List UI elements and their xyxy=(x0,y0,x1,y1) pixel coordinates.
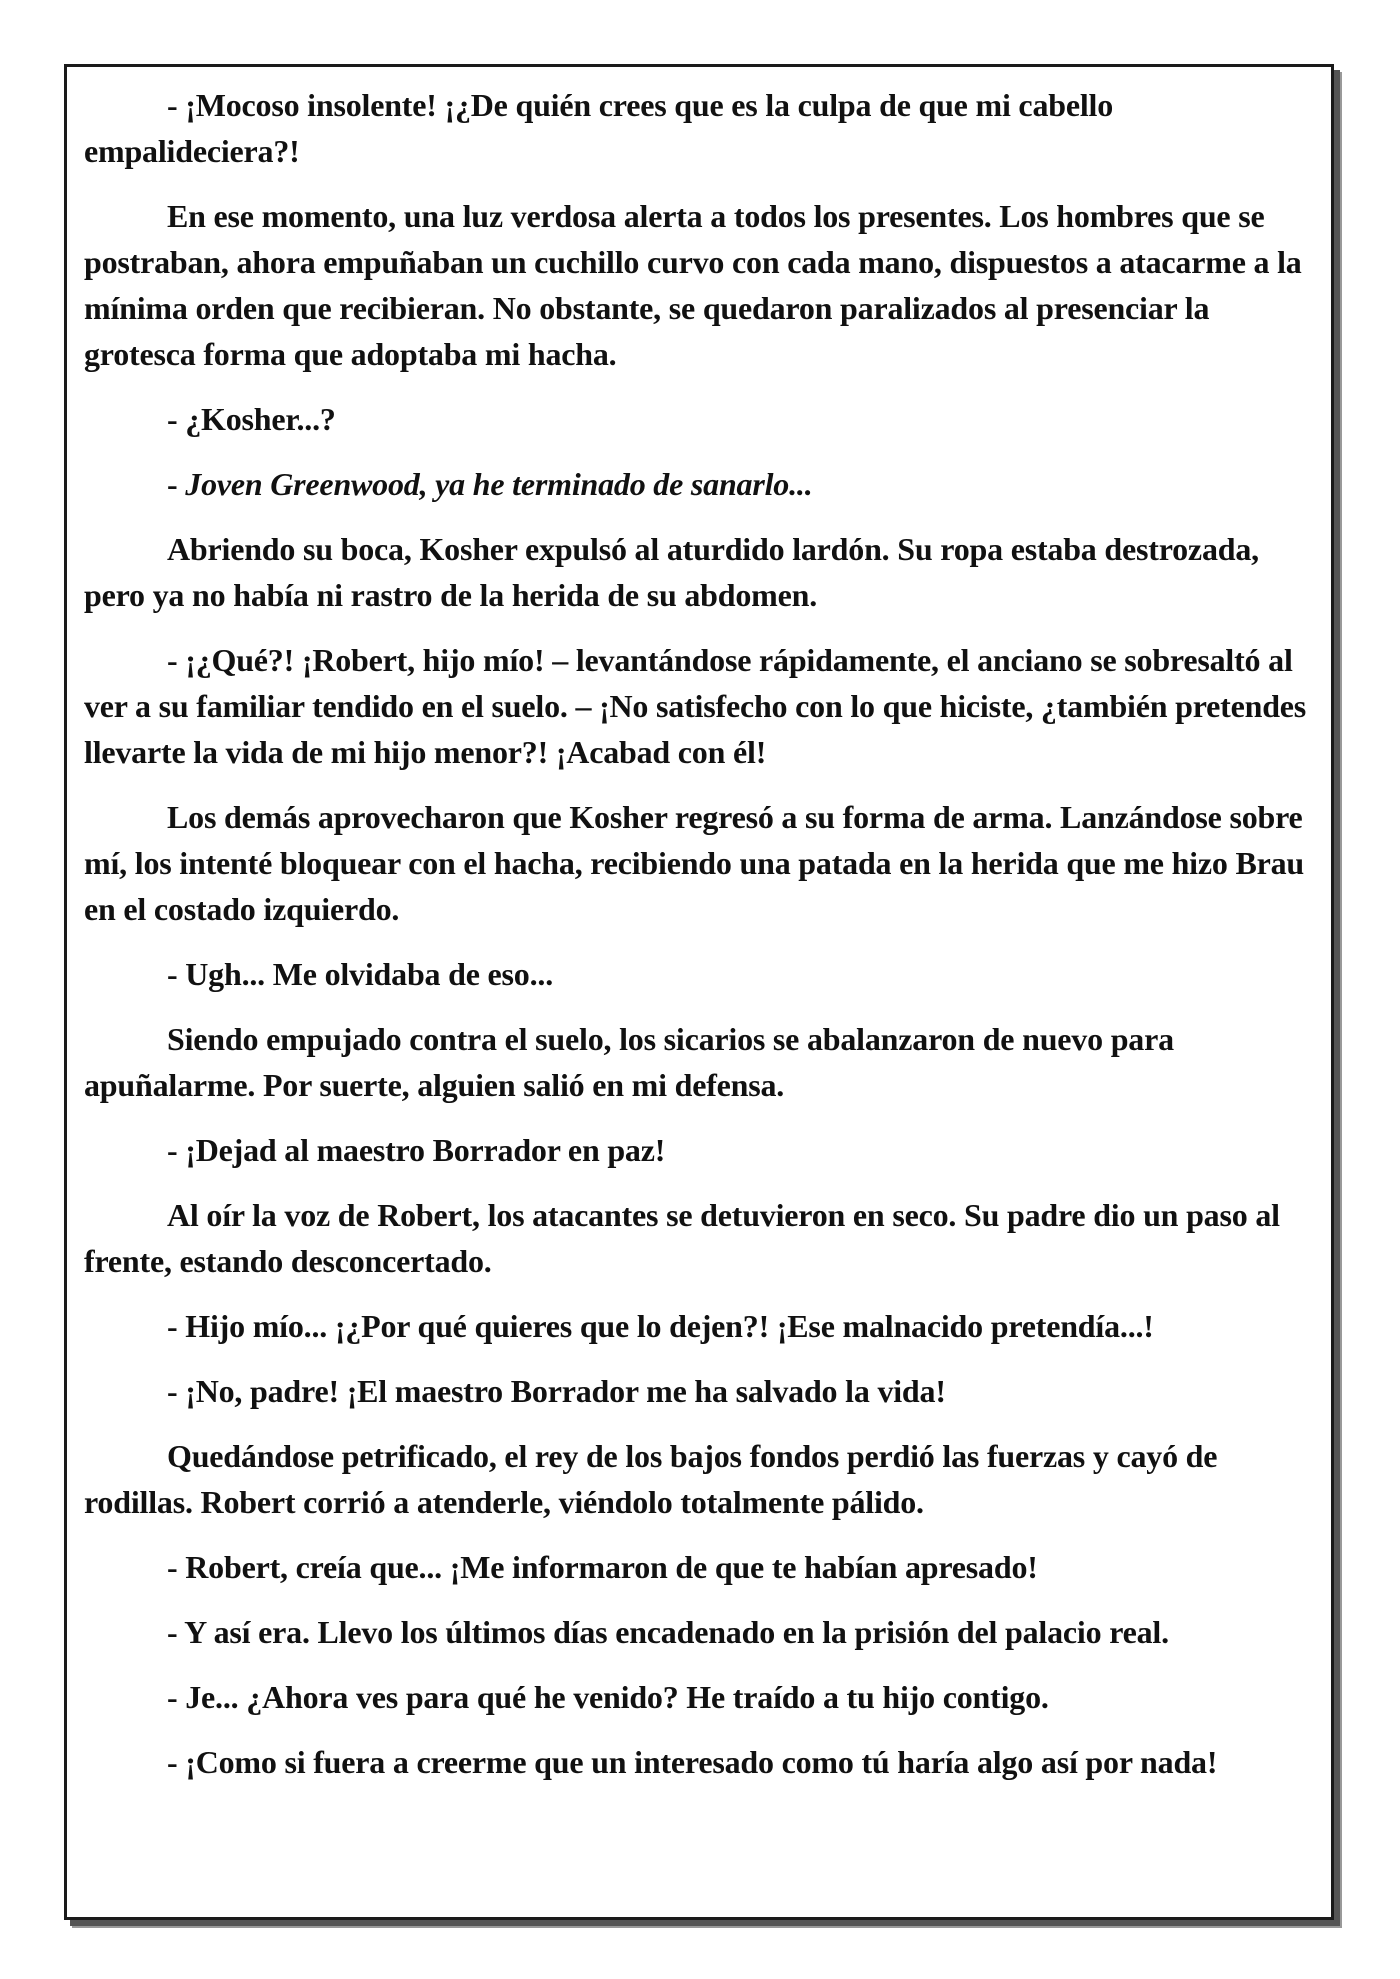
paragraph: Abriendo su boca, Kosher expulsó al aturdido lardón. Su ropa estaba destrozada, pero ya no había ni rastro de la herida de su abdomen. xyxy=(84,531,1259,613)
paragraph: Los demás aprovecharon que Kosher regresó a su forma de arma. Lanzándose sobre mí, los intenté bloquear con el hacha, recibiendo una patada en la herida que me hizo Brau en el costado izquierdo. xyxy=(84,799,1305,927)
dialogue-line-italic xyxy=(84,461,1314,507)
dialogue-line: - Ugh... Me olvidaba de eso... xyxy=(167,956,554,992)
dialogue-line: - ¿Kosher...? xyxy=(167,401,336,437)
paragraph: - ¡Mocoso insolente! ¡¿De quién crees que es la culpa de que mi cabello empalideciera?! xyxy=(84,87,1114,169)
dialogue-line: - Y así era. Llevo los últimos días encadenado en la prisión del palacio real. xyxy=(167,1614,1169,1650)
document-body xyxy=(84,82,1314,1804)
dialogue-line: - ¡¿Qué?! ¡Robert, hijo mío! – levantándose rápidamente, el anciano se sobresaltó al ver a su familiar tendido en el suelo. – ¡No satisfecho con lo que hiciste, ¿también pretendes llevarte la vida de mi hijo menor?! ¡Acabad con él! xyxy=(84,642,1307,770)
dialogue-line: - ¡Dejad al maestro Borrador en paz! xyxy=(167,1132,666,1168)
paragraph: Al oír la voz de Robert, los atacantes se detuvieron en seco. Su padre dio un paso al frente, estando desconcertado. xyxy=(84,1197,1280,1279)
dialogue-line: - Hijo mío... ¡¿Por qué quieres que lo dejen?! ¡Ese malnacido pretendía...! xyxy=(167,1308,1154,1344)
dialogue-dash: - xyxy=(167,466,186,502)
dialogue-line: - ¡No, padre! ¡El maestro Borrador me ha salvado la vida! xyxy=(167,1373,946,1409)
dialogue-line: - Robert, creía que... ¡Me informaron de que te habían apresado! xyxy=(167,1549,1038,1585)
dialogue-line: - Je... ¿Ahora ves para qué he venido? He traído a tu hijo contigo. xyxy=(167,1679,1049,1715)
dialogue-line: - ¡Como si fuera a creerme que un interesado como tú haría algo así por nada! xyxy=(167,1744,1218,1780)
paragraph: En ese momento, una luz verdosa alerta a todos los presentes. Los hombres que se postraban, ahora empuñaban un cuchillo curvo con cada mano, dispuestos a atacarme a la mínima orden que recibieran. No obstante, se quedaron paralizados al presenciar la grotesca forma que adoptaba mi hacha. xyxy=(84,198,1302,372)
italic-speech: Joven Greenwood, ya he terminado de sanarlo... xyxy=(185,466,813,502)
paragraph: Siendo empujado contra el suelo, los sicarios se abalanzaron de nuevo para apuñalarme. Por suerte, alguien salió en mi defensa. xyxy=(84,1021,1174,1103)
paragraph: Quedándose petrificado, el rey de los bajos fondos perdió las fuerzas y cayó de rodillas. Robert corrió a atenderle, viéndolo totalmente pálido. xyxy=(84,1438,1218,1520)
